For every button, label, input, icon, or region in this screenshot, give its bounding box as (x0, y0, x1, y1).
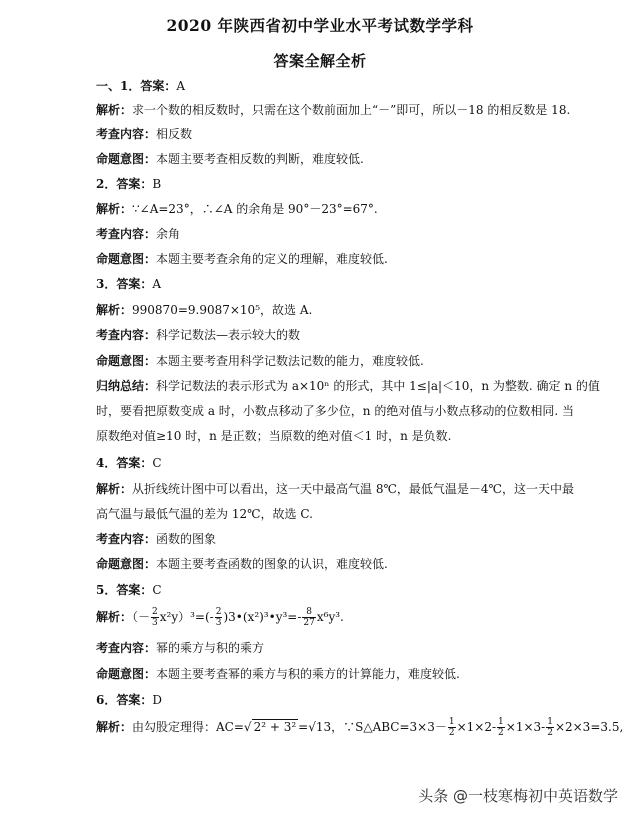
q6-analysis-b: =√13，∵S△ABC=3×3－ (298, 720, 447, 734)
q3-summary-1: 科学记数法的表示形式为 a×10ⁿ 的形式，其中 1≤|a|＜10，n 为整数. 确定 n 的值 (156, 379, 600, 393)
fraction-numerator: 2 (215, 607, 222, 617)
fraction-denominator: 3 (215, 618, 222, 628)
q6-answer-line (96, 692, 600, 708)
q2-intent-line (96, 251, 600, 267)
q2-content-line (96, 226, 600, 242)
fraction-1-2 (448, 717, 456, 738)
q3-summary-line-3 (96, 428, 600, 444)
q4-intent: 本题主要考查函数的图象的认识，难度较低. (156, 557, 388, 571)
q2-answer-line (96, 176, 600, 192)
q5-analysis-a: （－ (132, 610, 151, 624)
q4-content-line (96, 531, 600, 547)
q3-answer: A (152, 277, 162, 291)
intent-label: 命题意图： (96, 354, 157, 368)
content-label: 考查内容： (96, 328, 157, 342)
answer-label: 答案： (116, 277, 153, 291)
q4-content: 函数的图象 (156, 532, 217, 546)
analysis-label: 解析： (96, 303, 133, 317)
q5-content-line (96, 640, 600, 656)
q2-analysis: ∵∠A=23°，∴∠A 的余角是 90°－23°=67°. (132, 202, 378, 216)
sqrt-sign: √ (243, 720, 252, 734)
q3-answer-line (96, 276, 600, 292)
fraction-1-2 (497, 717, 505, 738)
page-title: 2020 年陕西省初中学业水平考试数学学科 (166, 16, 474, 35)
intent-label: 命题意图： (96, 557, 157, 571)
q4-intent-line (96, 556, 600, 572)
q4-analysis-line-2 (96, 506, 600, 522)
q4-analysis-1: 从折线统计图中可以看出，这一天中最高气温 8℃，最低气温是－4℃，这一天中最 (132, 482, 574, 496)
q1-content: 相反数 (156, 127, 193, 141)
q3-summary-2: 时，要看把原数变成 a 时，小数点移动了多少位，n 的绝对值与小数点移动的位数相同. 当 (96, 404, 574, 418)
q4-number: 4． (96, 456, 117, 470)
q6-number: 6． (96, 693, 117, 707)
q3-summary-line-1 (96, 378, 600, 394)
q3-number: 3． (96, 277, 117, 291)
fraction-denominator: 3 (152, 618, 158, 628)
q6-analysis-c: ×1×2- (456, 720, 497, 734)
q6-analysis-line (96, 716, 624, 738)
q1-answer-line (96, 78, 600, 94)
q5-content: 幂的乘方与积的乘方 (156, 641, 265, 655)
analysis-label: 解析： (96, 482, 133, 496)
q5-intent-line (96, 666, 600, 682)
answer-label: 答案： (116, 583, 153, 597)
q1-intent-line (96, 151, 600, 167)
q5-analysis-b: x²y）³=(- (159, 610, 214, 624)
q1-number: 一、1． (96, 79, 141, 93)
q3-analysis-line (96, 302, 600, 318)
fraction-numerator: 1 (547, 717, 553, 727)
q4-analysis-line-1 (96, 481, 600, 497)
answer-label: 答案： (116, 456, 153, 470)
fraction-numerator: 1 (448, 717, 455, 727)
q3-content-line (96, 327, 600, 343)
q2-number: 2． (96, 177, 117, 191)
q1-analysis: 求一个数的相反数时，只需在这个数前面加上“－”即可，所以－18 的相反数是 18. (132, 103, 571, 117)
content-label: 考查内容： (96, 227, 157, 241)
q5-analysis-d: x⁶y³. (316, 610, 344, 624)
answer-label: 答案： (116, 177, 153, 191)
analysis-label: 解析： (96, 103, 133, 117)
fraction-denominator: 27 (303, 618, 315, 628)
q4-answer-line (96, 455, 600, 471)
q2-answer: B (152, 177, 162, 191)
page-subtitle: 答案全解全析 (273, 52, 367, 70)
content-label: 考查内容： (96, 532, 157, 546)
q3-content: 科学记数法—表示较大的数 (156, 328, 301, 342)
q3-summary-3: 原数绝对值≥10 时，n 是正数；当原数的绝对值＜1 时，n 是负数. (96, 429, 452, 443)
q5-answer: C (152, 583, 162, 597)
fraction-2-3 (215, 607, 223, 628)
q5-number: 5． (96, 583, 117, 597)
content-label: 考查内容： (96, 641, 157, 655)
fraction-8-27 (302, 607, 315, 628)
analysis-label: 解析： (96, 720, 133, 734)
fraction-1-2 (546, 717, 554, 738)
q1-content-line (96, 126, 600, 142)
q3-summary-line-2 (96, 403, 600, 419)
answer-label: 答案： (116, 693, 153, 707)
fraction-denominator: 2 (448, 728, 455, 738)
q5-analysis-line (96, 606, 600, 628)
fraction-numerator: 2 (152, 607, 158, 617)
q2-intent: 本题主要考查余角的定义的理解，难度较低. (156, 252, 388, 266)
q2-analysis-line (96, 201, 600, 217)
fraction-numerator: 1 (498, 717, 504, 727)
q2-content: 余角 (156, 227, 181, 241)
q4-answer: C (152, 456, 162, 470)
q3-analysis: 990870=9.9087×10⁵，故选 A. (132, 303, 313, 317)
q6-answer: D (152, 693, 162, 707)
q5-analysis-c: )3•(x²)³•y³=- (223, 610, 302, 624)
intent-label: 命题意图： (96, 152, 157, 166)
q1-intent: 本题主要考查相反数的判断，难度较低. (156, 152, 364, 166)
sqrt-radicand: 2² + 3² (253, 720, 297, 734)
q1-answer: A (176, 79, 186, 93)
fraction-numerator: 8 (302, 607, 315, 618)
q3-intent-line (96, 353, 600, 369)
fraction-denominator: 2 (547, 728, 553, 738)
content-label: 考查内容： (96, 127, 157, 141)
summary-label: 归纳总结： (96, 379, 157, 393)
q6-analysis-a: 由勾股定理得：AC= (132, 720, 244, 734)
analysis-label: 解析： (96, 610, 133, 624)
fraction-2-3 (151, 607, 159, 628)
fraction-denominator: 2 (498, 728, 504, 738)
answer-label: 答案： (140, 79, 177, 93)
q1-analysis-line (96, 102, 600, 118)
analysis-label: 解析： (96, 202, 133, 216)
intent-label: 命题意图： (96, 667, 157, 681)
intent-label: 命题意图： (96, 252, 157, 266)
q6-analysis-d: ×1×3- (505, 720, 546, 734)
q4-analysis-2: 高气温与最低气温的差为 12℃，故选 C. (96, 507, 313, 521)
q6-analysis-e: ×2×3=3.5, (554, 720, 624, 734)
q5-answer-line (96, 582, 600, 598)
q3-intent: 本题主要考查用科学记数法记数的能力，难度较低. (156, 354, 424, 368)
q5-intent: 本题主要考查幂的乘方与积的乘方的计算能力，难度较低. (156, 667, 460, 681)
watermark-text: 头条 @一枝寒梅初中英语数学 (418, 787, 618, 805)
